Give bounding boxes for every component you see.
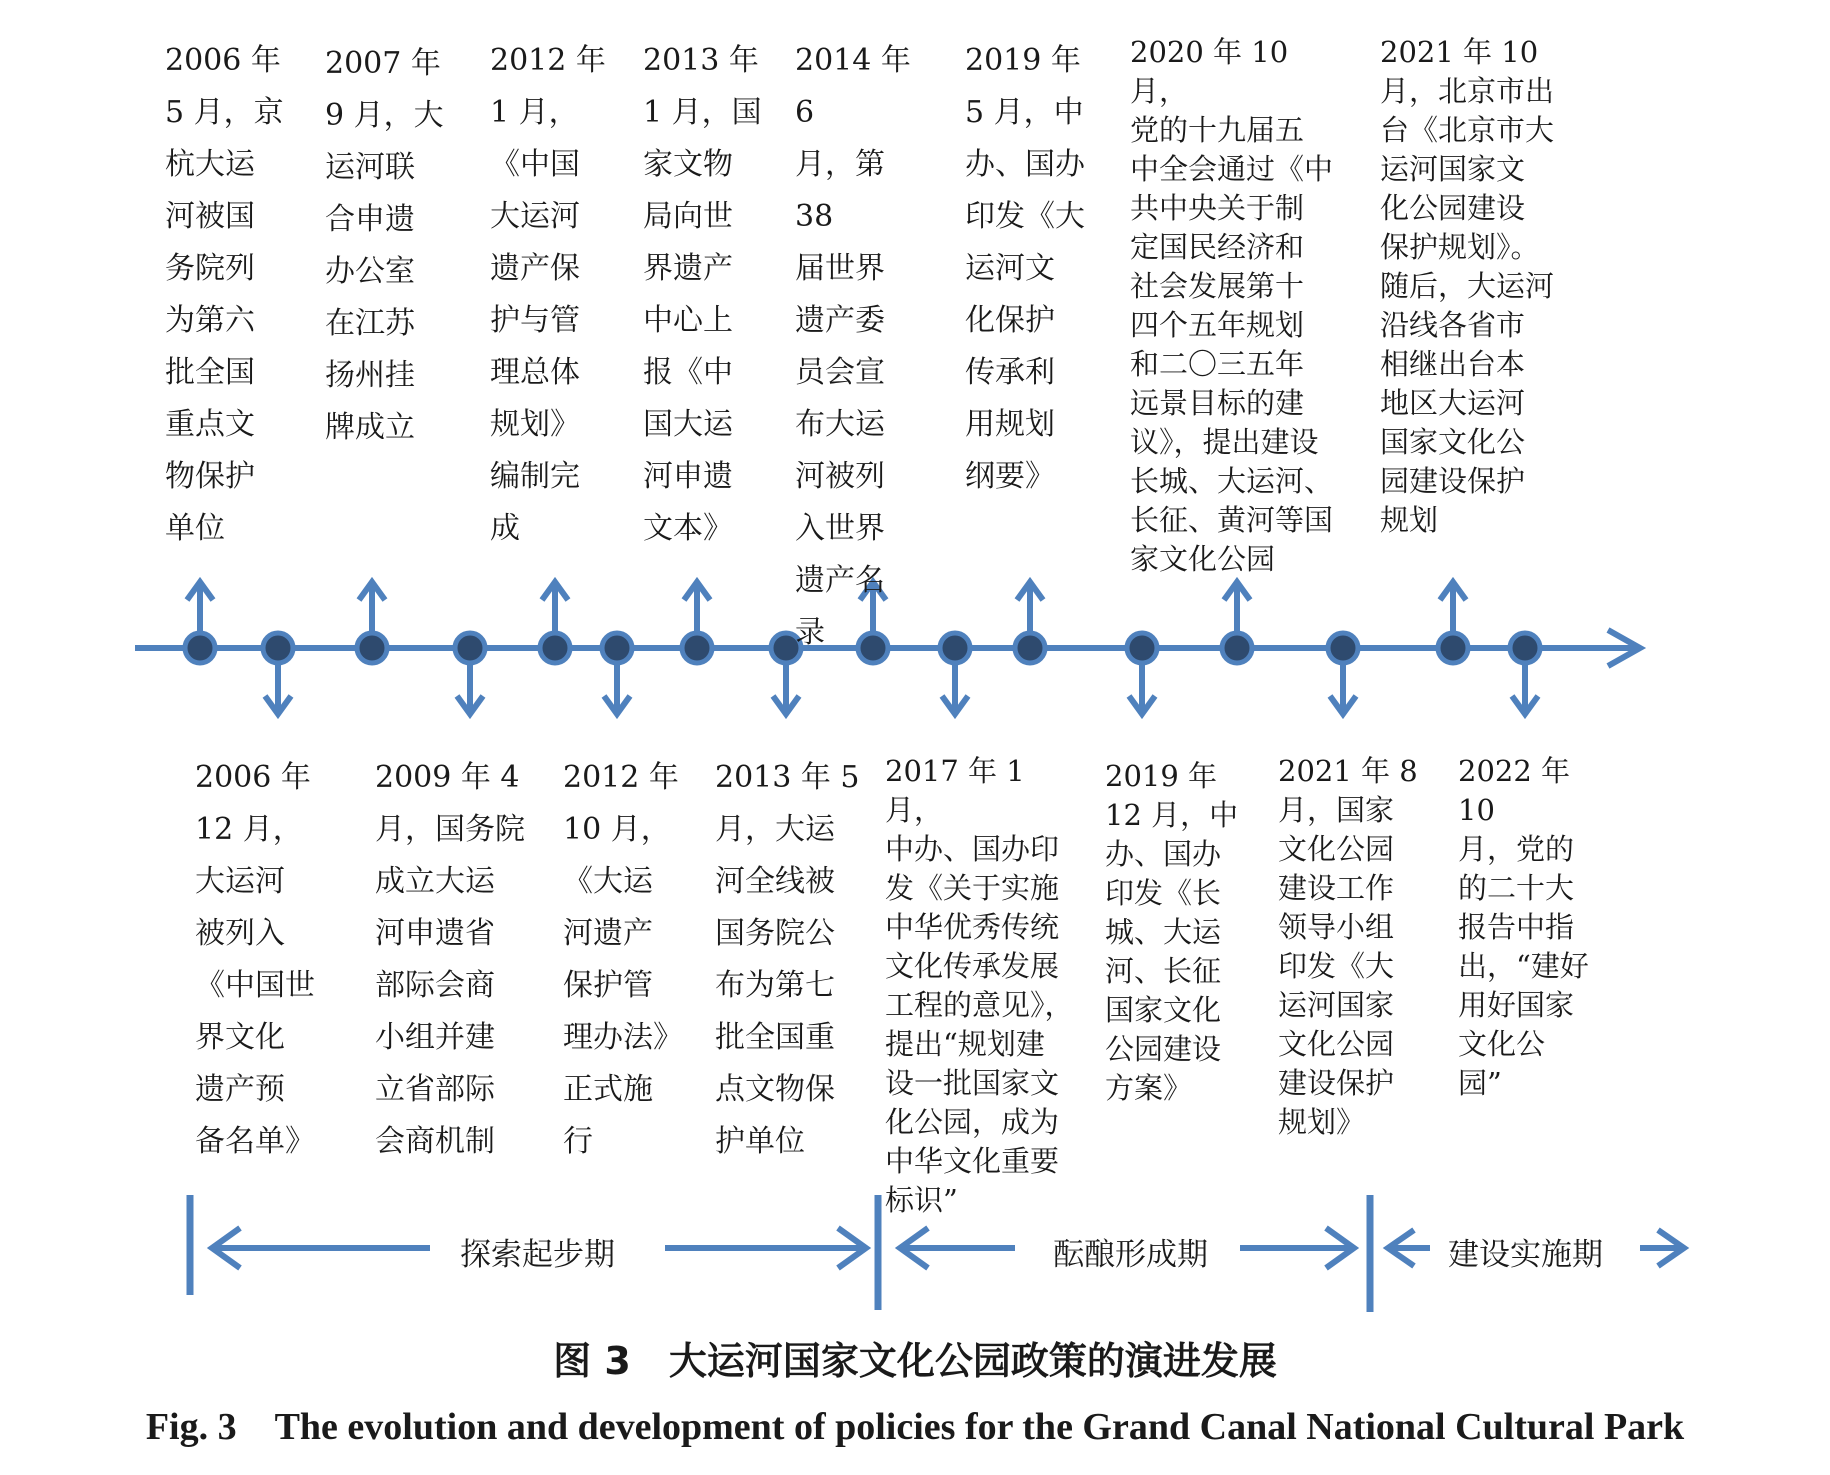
figure-caption-english: Fig. 3 The evolution and development of policies for the Grand Canal National Cultural Park <box>145 1406 1685 1448</box>
event-bottom-2009-04: 2009 年 4 月，国务院 成立大运 河申遗省 部际会商 小组并建 立省部际 会商机制 <box>375 760 525 1159</box>
event-bottom-2019-12: 2019 年 12 月，中 办、国办 印发《长 城、大运 河、长征 国家文化 公园建设 方案》 <box>1105 759 1239 1105</box>
timeline-node <box>602 633 632 663</box>
event-top-2021-10: 2021 年 10 月，北京市出 台《北京市大 运河国家文 化公园建设 保护规划》。 随后，大运河 沿线各省市 相继出台本 地区大运河 国家文化公 园建设保护 规划 <box>1380 35 1555 537</box>
event-bottom-2013-05: 2013 年 5 月，大运 河全线被 国务院公 布为第七 批全国重 点文物保 护单位 <box>715 760 860 1159</box>
timeline-node <box>185 633 215 663</box>
event-top-2006-05: 2006 年 5 月，京 杭大运 河被国 务院列 为第六 批全国 重点文 物保护 单位 <box>165 43 284 546</box>
period-arrow-right <box>1640 1230 1684 1266</box>
event-bottom-2006-12: 2006 年 12 月， 大运河 被列入 《中国世 界文化 遗产预 备名单》 <box>195 760 315 1159</box>
timeline-node <box>455 633 485 663</box>
event-bottom-2017-01: 2017 年 1 月， 中办、国办印 发《关于实施 中华优秀传统 文化传承发展 工程的意见》， 提出“规划建 设一批国家文 化公园，成为 中华文化重要 标识” <box>885 754 1074 1217</box>
event-bottom-2012-10: 2012 年 10 月， 《大运 河遗产 保护管 理办法》 正式施 行 <box>563 760 683 1159</box>
event-bottom-2021-08: 2021 年 8 月，国家 文化公园 建设工作 领导小组 印发《大 运河国家 文化公园 建设保护 规划》 <box>1278 754 1418 1139</box>
timeline-node <box>540 633 570 663</box>
period-arrow-left <box>212 1228 430 1268</box>
period-arrow-right <box>665 1228 866 1268</box>
event-top-2020-10: 2020 年 10 月， 党的十九届五 中全会通过《中 共中央关于制 定国民经济和 社会发展第十 四个五年规划 和二〇三五年 远景目标的建 议》，提出建设 长城、大运河、 长征、黄河等国 家文化公园 <box>1130 35 1334 576</box>
event-bottom-2022-10: 2022 年 10 月，党的 的二十大 报告中指 出，“建好 用好国家 文化公 园” <box>1458 754 1589 1100</box>
timeline-node <box>263 633 293 663</box>
timeline-node <box>1438 633 1468 663</box>
period-label-formation: 酝酿形成期 <box>1053 1237 1208 1273</box>
event-top-2019-05: 2019 年 5 月，中 办、国办 印发《大 运河文 化保护 传承利 用规划 纲要》 <box>965 43 1085 494</box>
timeline-node <box>1328 633 1358 663</box>
period-arrow-left <box>1388 1230 1430 1266</box>
event-top-2012-01: 2012 年 1 月， 《中国 大运河 遗产保 护与管 理总体 规划》 编制完 成 <box>490 43 606 546</box>
period-label-exploration: 探索起步期 <box>460 1237 615 1273</box>
timeline-node <box>682 633 712 663</box>
figure-caption-chinese: 图 3 大运河国家文化公园政策的演进发展 <box>553 1339 1277 1383</box>
timeline-node <box>357 633 387 663</box>
timeline-node <box>1510 633 1540 663</box>
event-top-2013-01: 2013 年 1 月，国 家文物 局向世 界遗产 中心上 报《中 国大运 河申遗 文本》 <box>643 43 762 546</box>
timeline-node <box>1222 633 1252 663</box>
event-top-2007-09: 2007 年 9 月，大 运河联 合申遗 办公室 在江苏 扬州挂 牌成立 <box>325 46 444 445</box>
period-label-implementation: 建设实施期 <box>1448 1237 1603 1273</box>
period-arrow-right <box>1240 1228 1354 1268</box>
timeline-node <box>1015 633 1045 663</box>
timeline-node <box>1127 633 1157 663</box>
period-arrow-left <box>900 1228 1015 1268</box>
event-top-2014-06: 2014 年 6 月，第 38 届世界 遗产委 员会宣 布大运 河被列 入世界 遗产名 录 <box>795 43 911 650</box>
timeline-node <box>940 633 970 663</box>
